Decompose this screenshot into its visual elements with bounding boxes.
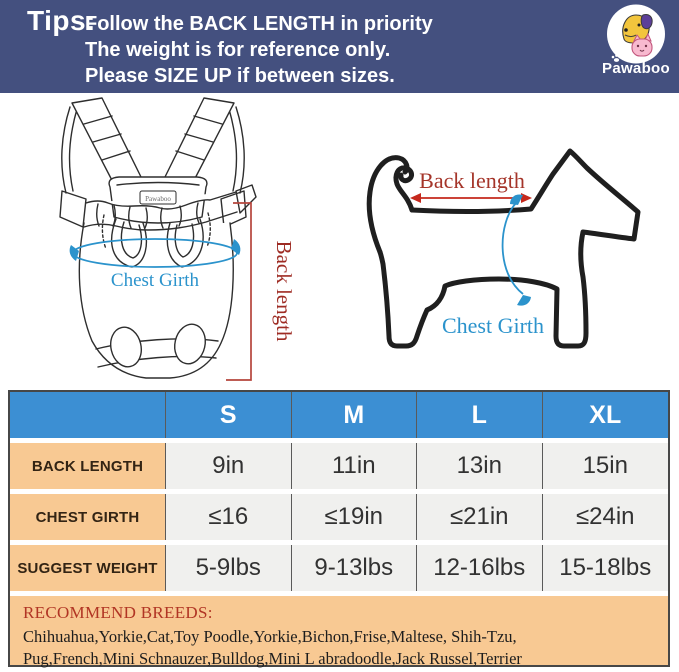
- recommend-breeds-panel: [10, 596, 668, 668]
- breeds-list-line-2: Pug,French,Mini Schnauzer,Bulldog,Mini L abradoodle,Jack Russel,Terrier: [23, 649, 522, 668]
- table-row-suggest-weight: [10, 545, 668, 591]
- table-cell: 9-13lbs: [292, 545, 418, 591]
- row-label-chest-girth: CHEST GIRTH: [10, 494, 166, 540]
- carrier-left-wing: [60, 191, 86, 227]
- table-cell: ≤21in: [417, 494, 543, 540]
- column-header-l: L: [417, 392, 543, 438]
- carrier-right-thin-strap: [236, 107, 244, 193]
- table-cell: 11in: [292, 443, 418, 489]
- table-row-chest-girth: [10, 494, 668, 540]
- tips-text: [85, 11, 433, 89]
- size-table: [8, 390, 670, 667]
- recommend-breeds-heading: RECOMMEND BREEDS:: [23, 603, 213, 622]
- table-cell: 13in: [417, 443, 543, 489]
- carrier-left-thin-strap: [62, 107, 70, 193]
- table-cell: 5-9lbs: [166, 545, 292, 591]
- table-cell: ≤19in: [292, 494, 418, 540]
- carrier-chest-girth-label: Chest Girth: [110, 270, 200, 291]
- table-cell: 15-18lbs: [543, 545, 669, 591]
- tips-banner: [0, 0, 679, 93]
- carrier-right-strap: [164, 98, 234, 190]
- column-header-xl: XL: [543, 392, 669, 438]
- pawaboo-logo-icon: [603, 3, 669, 67]
- pawaboo-logo: [598, 3, 674, 77]
- column-header-s: S: [166, 392, 292, 438]
- table-cell: 15in: [543, 443, 669, 489]
- carrier-diagram: [40, 95, 300, 393]
- table-cell: ≤24in: [543, 494, 669, 540]
- tips-label: Tips:: [27, 5, 96, 36]
- table-cell: 9in: [166, 443, 292, 489]
- tip-line-3: Please SIZE UP if between sizes.: [85, 65, 395, 87]
- tip-line-1: Follow the BACK LENGTH in priority: [85, 13, 433, 35]
- carrier-right-wing: [221, 191, 246, 227]
- dog-back-length-label: Back length: [419, 168, 525, 193]
- row-label-back-length: BACK LENGTH: [10, 443, 166, 489]
- table-header-row: [10, 392, 668, 438]
- dog-chest-girth-label: Chest Girth: [441, 313, 545, 338]
- carrier-back-length-label: Back length: [272, 240, 296, 342]
- table-cell: ≤16: [166, 494, 292, 540]
- column-header-m: M: [292, 392, 418, 438]
- dog-diagram: [350, 125, 670, 380]
- table-corner-cell: [10, 392, 166, 438]
- table-cell: 12-16lbs: [417, 545, 543, 591]
- carrier-brand-tag-text: Pawaboo: [145, 195, 171, 203]
- table-row-back-length: [10, 443, 668, 489]
- carrier-body: [79, 223, 233, 378]
- pawaboo-logo-text: Pawaboo: [602, 60, 670, 77]
- row-label-suggest-weight: SUGGEST WEIGHT: [10, 545, 166, 591]
- breeds-list-line-1: Chihuahua,Yorkie,Cat,Toy Poodle,Yorkie,Bichon,Frise,Maltese, Shih-Tzu,: [23, 627, 517, 646]
- tip-line-2: The weight is for reference only.: [85, 39, 391, 61]
- carrier-left-strap: [72, 98, 142, 190]
